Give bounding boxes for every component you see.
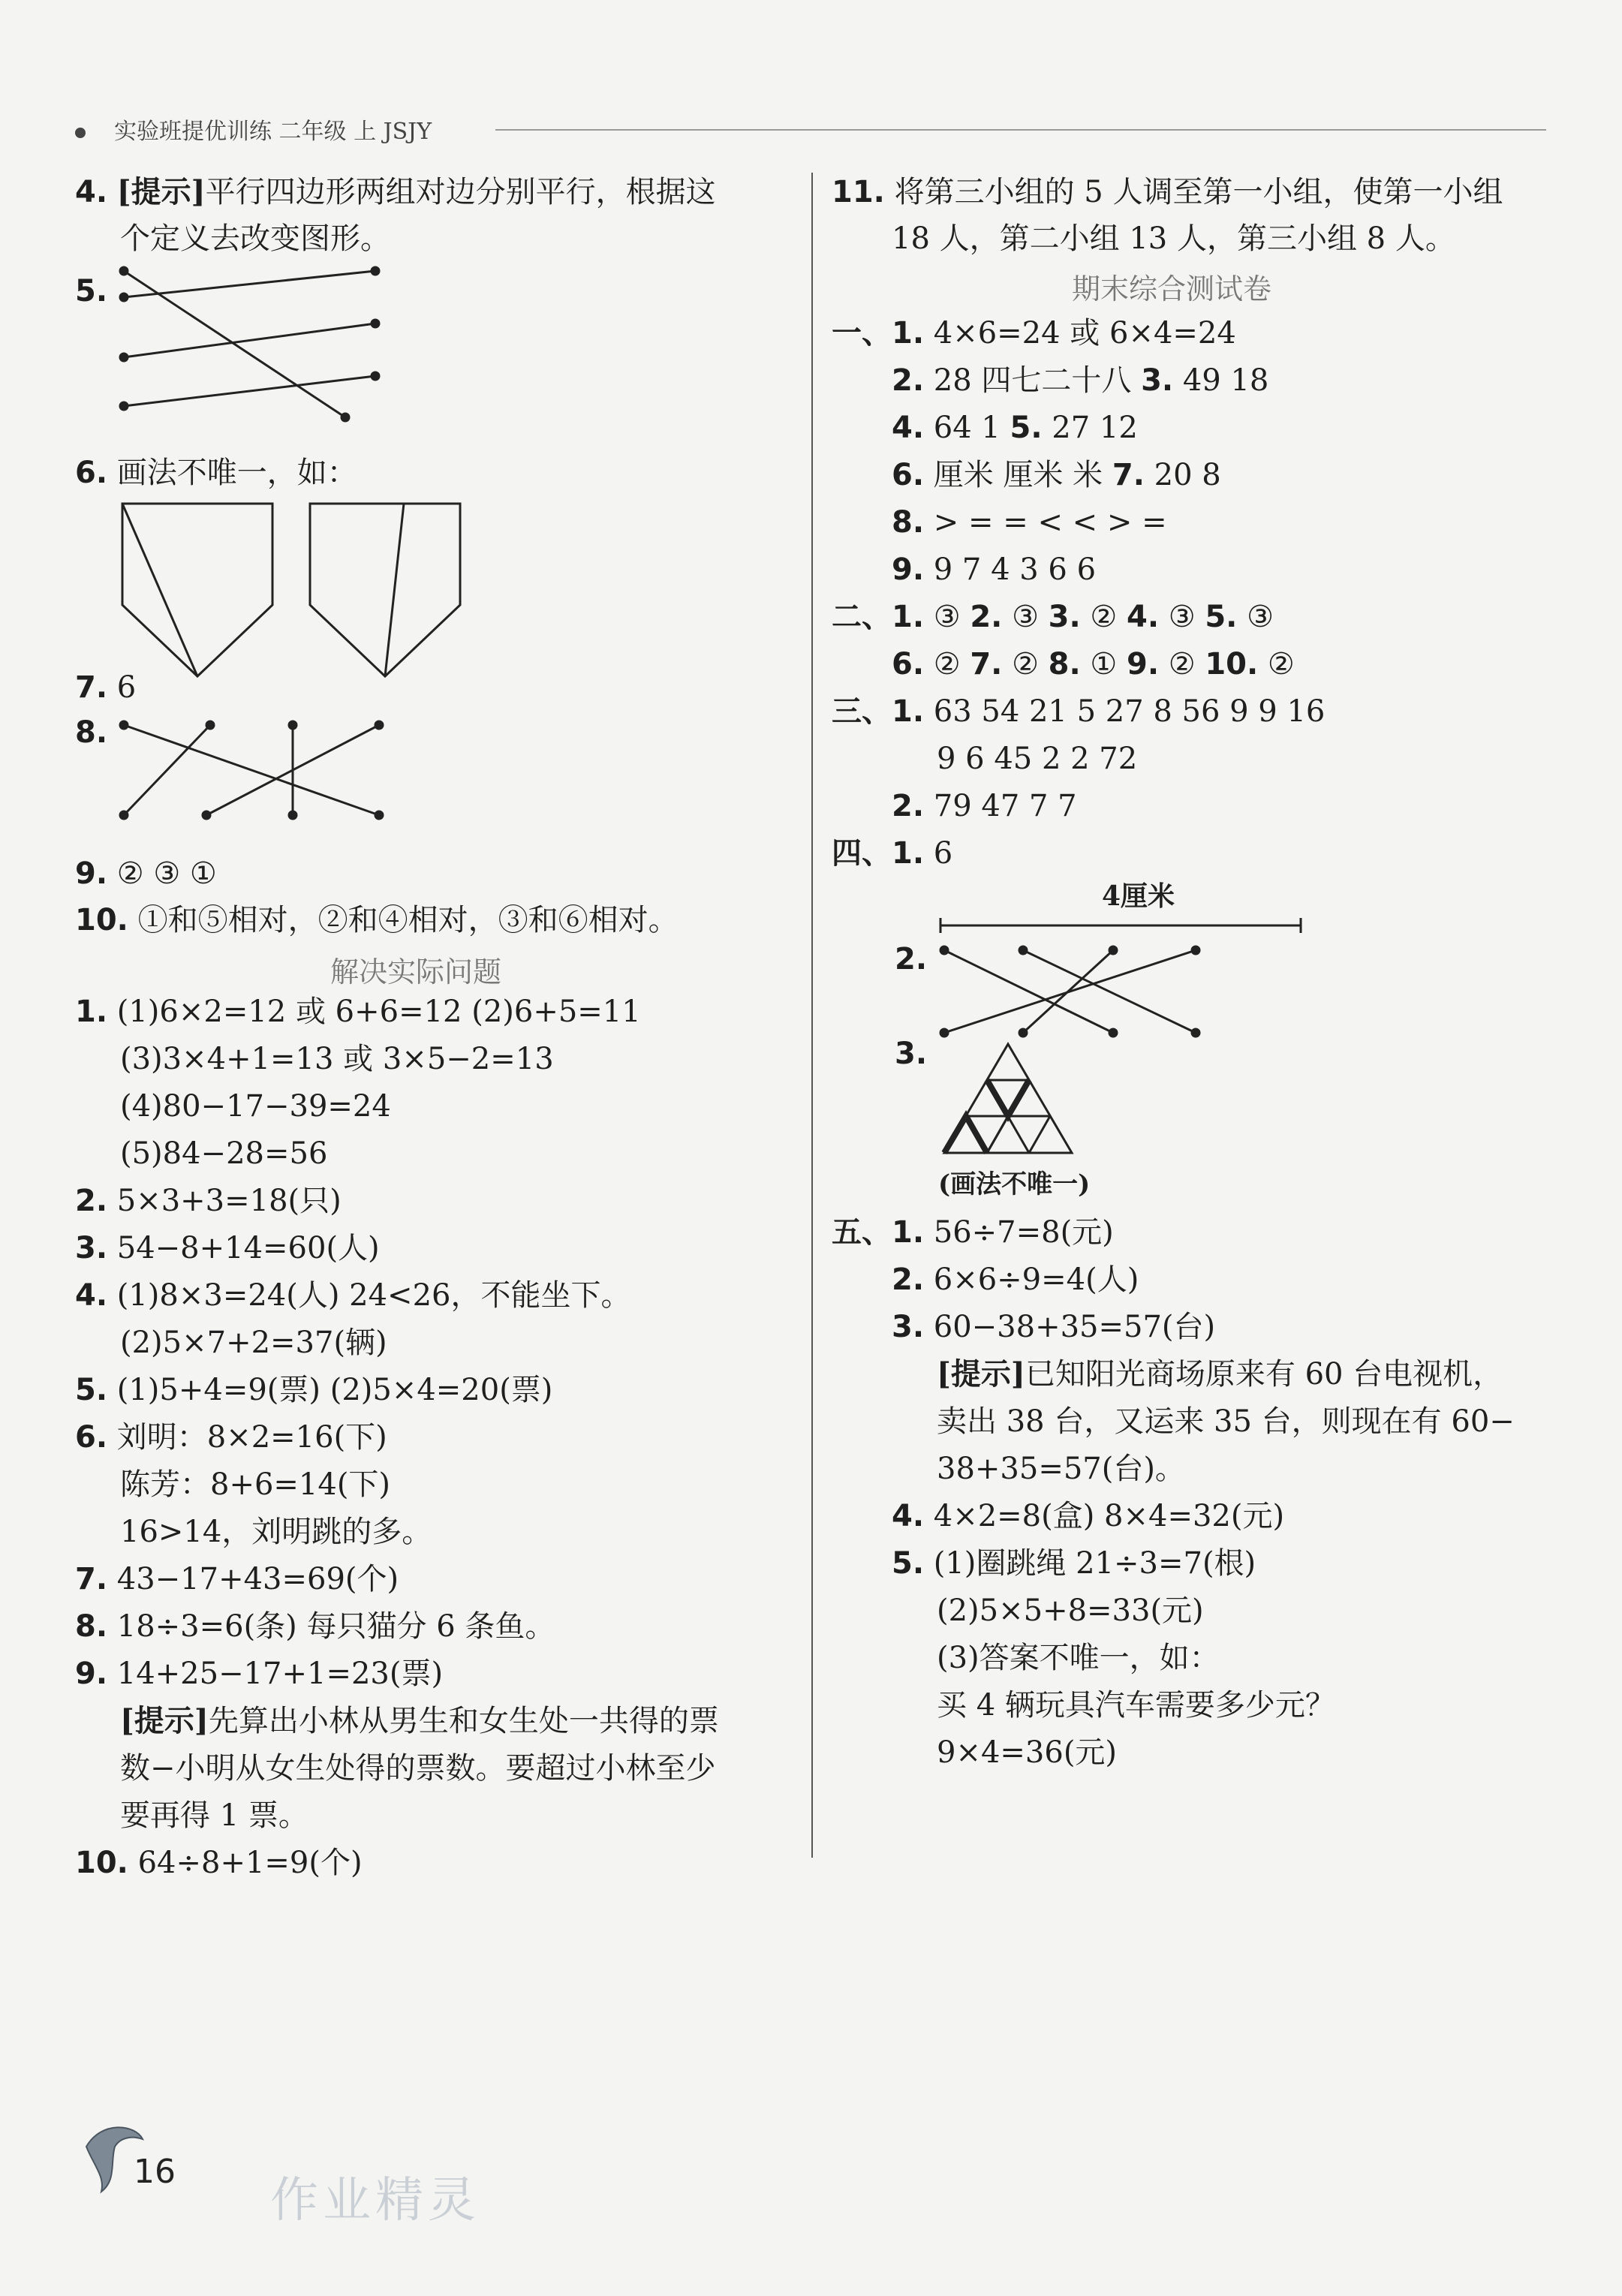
exam-2-6: 6. ② 7. ② 8. ① 9. ② 10. ② xyxy=(892,647,1295,682)
exam-4-2-num: 2. xyxy=(895,942,928,976)
exam-5-3-tip: [提示]已知阳光商场原来有 60 台电视机， xyxy=(937,1356,1503,1392)
figure-note: (画法不唯一) xyxy=(938,1169,1091,1199)
answer-8-num: 8. xyxy=(75,715,108,750)
exam-1-6: 6. 厘米 厘米 米 7. 20 8 xyxy=(892,458,1221,492)
exam-1-8: 8. > = = < < > = xyxy=(892,505,1167,540)
solve-3: 3. 54−8+14=60(人) xyxy=(75,1231,380,1265)
ruler-4cm xyxy=(940,916,1316,939)
exam-3-1: 三、1. 63 54 21 5 27 8 56 9 9 16 xyxy=(832,694,1326,729)
figure-8-lines xyxy=(120,718,465,838)
figure-6-shapes xyxy=(119,500,479,680)
solve-4: 4. (1)8×3=24(人) 24<26，不能坐下。 xyxy=(75,1278,631,1313)
solve-9: 9. 14+25−17+1=23(票) xyxy=(75,1657,444,1691)
exam-5-5: 5. (1)圈跳绳 21÷3=7(根) xyxy=(892,1546,1256,1581)
answer-9: 9. ② ③ ① xyxy=(75,856,217,891)
exam-5-5-cont: 9×4=36(元) xyxy=(937,1735,1118,1770)
exam-1-4: 4. 64 1 5. 27 12 xyxy=(892,411,1138,445)
exam-4-1: 四、1. 6 xyxy=(832,836,953,871)
solve-9-tip-cont: 要再得 1 票。 xyxy=(120,1798,308,1833)
figure-4-3-triangles xyxy=(940,1040,1083,1160)
figure-4-2-lines xyxy=(940,943,1226,1055)
header-title: 实验班提优训练 二年级 上 JSJY xyxy=(114,119,432,145)
solve-1-cont: (5)84−28=56 xyxy=(120,1136,328,1171)
exam-5-3-tip-cont: 卖出 38 台，又运来 35 台，则现在有 60− xyxy=(937,1404,1515,1439)
answer-4: 4. [提示]平行四边形两组对边分别平行，根据这 xyxy=(75,174,716,209)
exam-3-1-cont: 9 6 45 2 2 72 xyxy=(937,742,1138,776)
solve-6-cont: 陈芳：8+6=14(下) xyxy=(120,1467,391,1502)
answer-11-cont: 18 人，第二小组 13 人，第三小组 8 人。 xyxy=(892,221,1455,256)
header-rule xyxy=(495,129,1546,131)
solve-7: 7. 43−17+43=69(个) xyxy=(75,1562,399,1596)
solve-8: 8. 18÷3=6(条) 每只猫分 6 条鱼。 xyxy=(75,1609,555,1644)
solve-1-cont: (4)80−17−39=24 xyxy=(120,1089,391,1124)
solve-9-tip-cont: 数−小明从女生处得的票数。要超过小林至少 xyxy=(120,1751,716,1786)
exam-5-5-cont: 买 4 辆玩具汽车需要多少元？ xyxy=(937,1688,1335,1723)
solve-10: 10. 64÷8+1=9(个) xyxy=(75,1846,363,1880)
solve-1-cont: (3)3×4+1=13 或 3×5−2=13 xyxy=(120,1042,554,1076)
answer-6: 6. 画法不唯一，如： xyxy=(75,456,357,490)
exam-5-1: 五、1. 56÷7=8(元) xyxy=(832,1215,1114,1250)
solve-6-cont: 16>14，刘明跳的多。 xyxy=(120,1515,432,1549)
exam-1-9: 9. 9 7 4 3 6 6 xyxy=(892,552,1097,587)
exam-5-3-tip-cont: 38+35=57(台)。 xyxy=(937,1452,1185,1486)
exam-1-2: 2. 28 四七二十八 3. 49 18 xyxy=(892,363,1269,398)
exam-4-3-num: 3. xyxy=(895,1037,928,1071)
exam-5-5-cont: (3)答案不唯一，如： xyxy=(937,1641,1220,1675)
exam-2-1: 二、1. ③ 2. ③ 3. ② 4. ③ 5. ③ xyxy=(832,600,1274,634)
exam-3-2: 2. 79 47 7 7 xyxy=(892,789,1077,823)
exam-5-3: 3. 60−38+35=57(台) xyxy=(892,1310,1216,1344)
solve-2: 2. 5×3+3=18(只) xyxy=(75,1184,342,1218)
answer-11: 11. 将第三小组的 5 人调至第一小组，使第一小组 xyxy=(832,175,1503,209)
answer-4-cont: 个定义去改变图形。 xyxy=(120,221,390,256)
page-number: 16 xyxy=(134,2153,176,2191)
solve-1: 1. (1)6×2=12 或 6+6=12 (2)6+5=11 xyxy=(75,995,641,1029)
answer-5-num: 5. xyxy=(75,274,108,308)
figure-5-lines xyxy=(120,267,405,425)
page-header xyxy=(75,113,1546,150)
exam-5-2: 2. 6×6÷9=4(人) xyxy=(892,1262,1139,1297)
answer-10: 10. ①和⑤相对，②和④相对，③和⑥相对。 xyxy=(75,903,679,937)
answer-7: 7. 6 xyxy=(75,670,137,705)
exam-5-5-cont: (2)5×5+8=33(元) xyxy=(937,1593,1204,1628)
section-title-exam: 期末综合测试卷 xyxy=(1072,272,1272,305)
solve-9-tip: [提示]先算出小林从男生和女生处一共得的票 xyxy=(120,1703,719,1738)
solve-5: 5. (1)5+4=9(票) (2)5×4=20(票) xyxy=(75,1373,553,1407)
solve-4-cont: (2)5×7+2=37(辆) xyxy=(120,1326,387,1360)
solve-6: 6. 刘明：8×2=16(下) xyxy=(75,1420,387,1455)
ruler-label: 4厘米 xyxy=(1102,880,1175,912)
column-divider xyxy=(811,173,813,1858)
section-title-solve: 解决实际问题 xyxy=(330,955,502,989)
watermark-text: 作业精灵 xyxy=(270,2173,480,2228)
exam-1-1: 一、1. 4×6=24 或 6×4=24 xyxy=(832,316,1236,351)
header-bullet xyxy=(75,128,86,138)
exam-5-4: 4. 4×2=8(盒) 8×4=32(元) xyxy=(892,1499,1285,1533)
